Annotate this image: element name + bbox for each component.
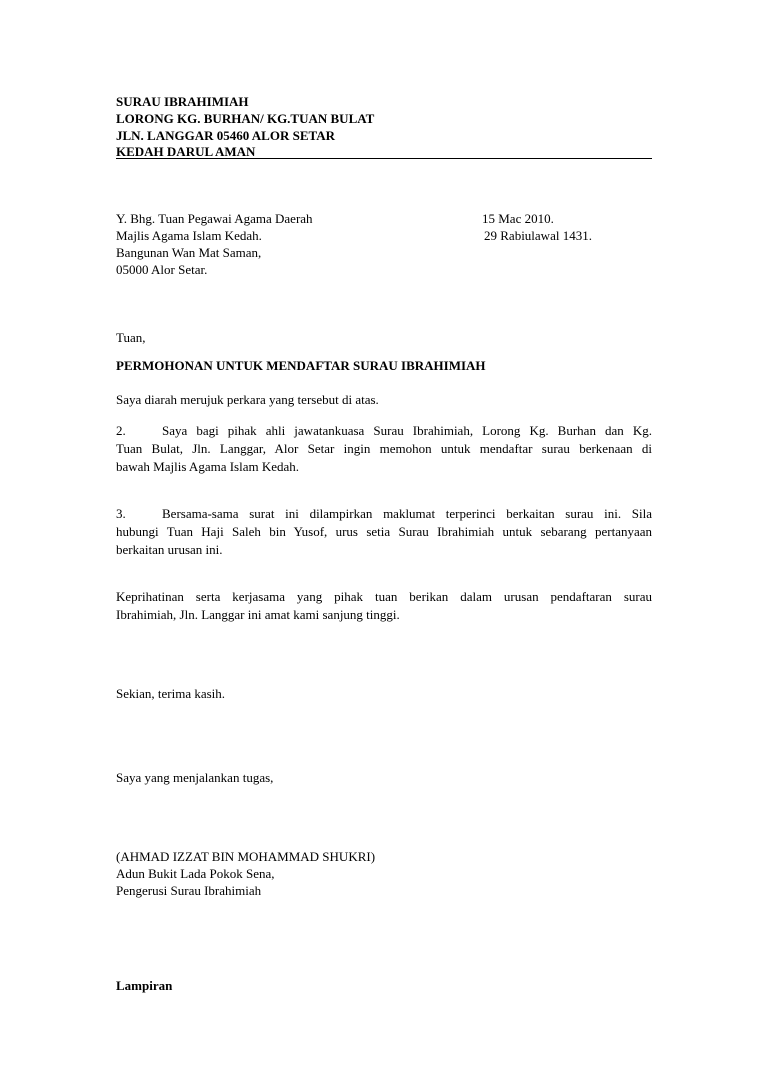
paragraph-text: Saya bagi pihak ahli jawatankuasa Surau Ibrahimiah, Lorong Kg. Burhan dan Kg. bbox=[162, 423, 652, 438]
attachment-label: Lampiran bbox=[116, 978, 173, 993]
sender-address-line: LORONG KG. BURHAN/ KG.TUAN BULAT bbox=[116, 111, 375, 126]
recipient-line: Majlis Agama Islam Kedah. bbox=[116, 228, 262, 243]
recipient-line: Y. Bhg. Tuan Pegawai Agama Daerah bbox=[116, 211, 313, 226]
sender-address-line: JLN. LANGGAR 05460 ALOR SETAR bbox=[116, 128, 335, 143]
date-hijri: 29 Rabiulawal 1431. bbox=[484, 228, 592, 243]
recipient-line: 05000 Alor Setar. bbox=[116, 262, 208, 277]
paragraph-number: 2. bbox=[116, 423, 126, 438]
sender-address-line: KEDAH DARUL AMAN bbox=[116, 144, 256, 159]
paragraph-text: bawah Majlis Agama Islam Kedah. bbox=[116, 459, 300, 474]
recipient-line: Bangunan Wan Mat Saman, bbox=[116, 245, 262, 260]
date-gregorian: 15 Mac 2010. bbox=[482, 211, 554, 226]
closing: Sekian, terima kasih. bbox=[116, 686, 226, 701]
paragraph-3 bbox=[116, 505, 652, 559]
paragraph-text: Bersama-sama surat ini dilampirkan maklumat terperinci berkaitan surau ini. Sila bbox=[162, 506, 652, 521]
paragraph-2 bbox=[116, 422, 652, 476]
sender-name: SURAU IBRAHIMIAH bbox=[116, 94, 249, 109]
paragraph-text: hubungi Tuan Haji Saleh bin Yusof, urus setia Surau Ibrahimiah untuk sebarang pertanyaan bbox=[116, 524, 652, 539]
duty-line: Saya yang menjalankan tugas, bbox=[116, 770, 274, 785]
signatory-title: Adun Bukit Lada Pokok Sena, bbox=[116, 866, 275, 881]
paragraph-1: Saya diarah merujuk perkara yang tersebut di atas. bbox=[116, 392, 379, 407]
subject-heading: PERMOHONAN UNTUK MENDAFTAR SURAU IBRAHIMIAH bbox=[116, 358, 486, 373]
paragraph-4 bbox=[116, 588, 652, 624]
paragraph-number: 3. bbox=[116, 506, 126, 521]
signatory-title: Pengerusi Surau Ibrahimiah bbox=[116, 883, 262, 898]
salutation: Tuan, bbox=[116, 330, 146, 345]
paragraph-text: Tuan Bulat, Jln. Langgar, Alor Setar ingin memohon untuk mendaftar surau berkenaan di bbox=[116, 441, 652, 456]
paragraph-text: berkaitan urusan ini. bbox=[116, 542, 223, 557]
signatory-name: (AHMAD IZZAT BIN MOHAMMAD SHUKRI) bbox=[116, 849, 376, 864]
header-divider bbox=[116, 158, 652, 159]
paragraph-text: Ibrahimiah, Jln. Langgar ini amat kami sanjung tinggi. bbox=[116, 607, 400, 622]
paragraph-text: Keprihatinan serta kerjasama yang pihak tuan berikan dalam urusan pendaftaran surau bbox=[116, 589, 652, 604]
